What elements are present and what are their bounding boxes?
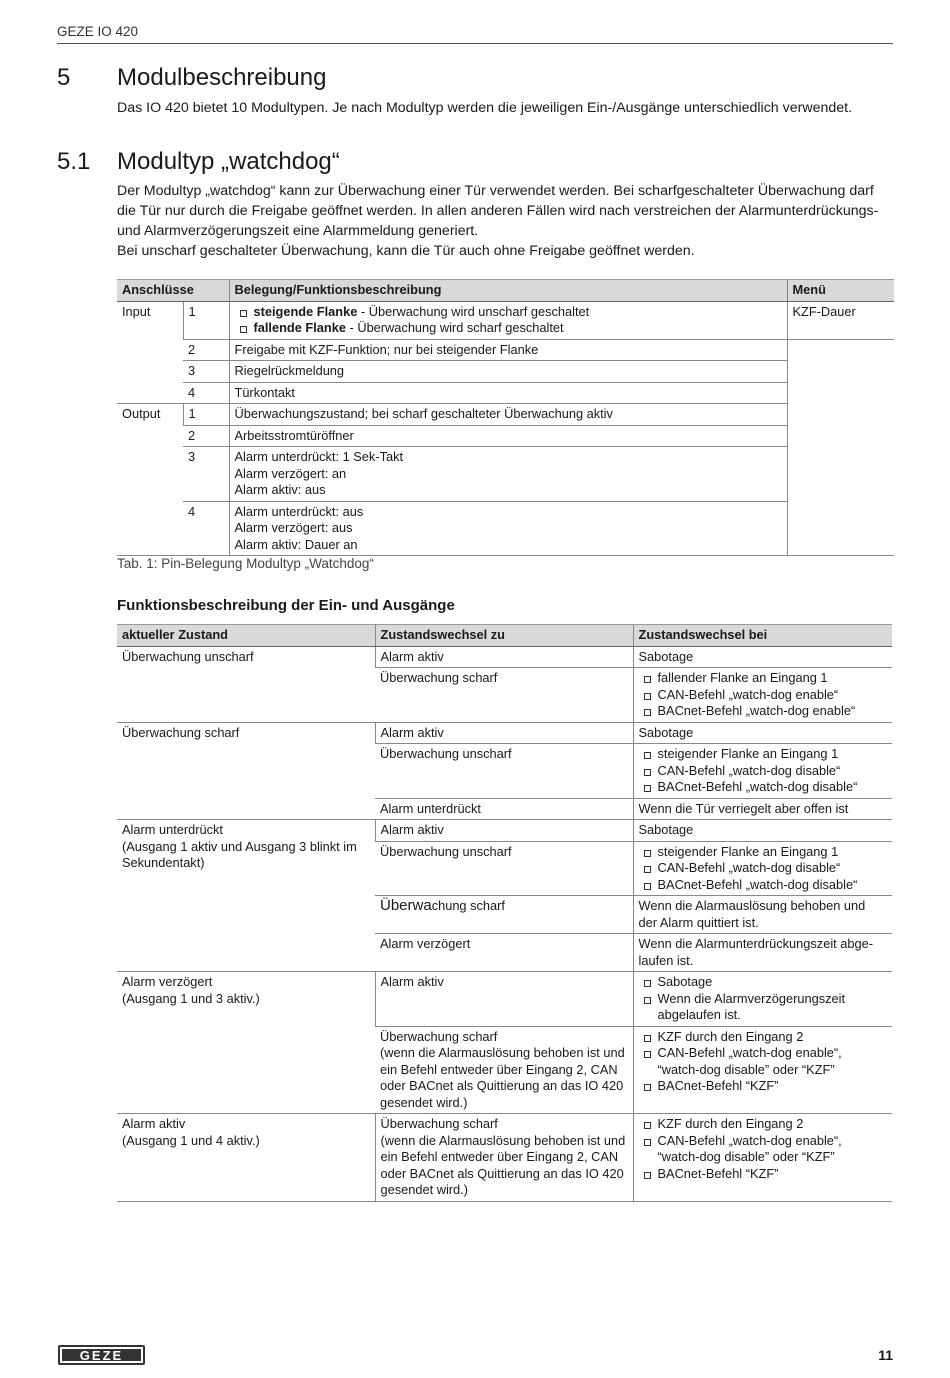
pin-function: Freigabe mit KZF-Funktion; nur bei steigender Flanke: [229, 339, 787, 361]
condition: [633, 668, 892, 723]
list-item: CAN-Befehl „watch-dog disable“: [639, 860, 888, 877]
target-state: Alarm verzögert: [375, 934, 633, 972]
target-state: Überwachung unscharf: [375, 841, 633, 896]
list-item: CAN-Befehl „watch-dog enable“, “watch-dog disable” oder “KZF”: [639, 1045, 888, 1078]
pin-function: Riegelrückmeldung: [229, 361, 787, 383]
output-label: Output: [117, 404, 183, 556]
pin-number: 3: [183, 447, 229, 502]
target-state: Überwachung scharf: [375, 668, 633, 723]
page-number: 11: [878, 1347, 893, 1363]
list-item: BACnet-Befehl “KZF”: [639, 1166, 888, 1183]
current-state: Alarm unterdrückt (Ausgang 1 aktiv und Ausgang 3 blinkt im Sekundentakt): [117, 820, 375, 972]
logo-plate: [62, 1349, 141, 1361]
current-state: Überwachung scharf: [117, 722, 375, 820]
list-item: fallender Flanke an Eingang 1: [639, 670, 888, 687]
pin-number: 4: [183, 501, 229, 556]
current-state: Alarm verzögert (Ausgang 1 und 3 aktiv.): [117, 972, 375, 1114]
condition: [633, 1114, 892, 1202]
list-item: KZF durch den Eingang 2: [639, 1029, 888, 1046]
pin-function: [229, 301, 787, 339]
condition: [633, 744, 892, 799]
column-header: Anschlüsse: [117, 280, 229, 302]
column-header: Belegung/Funktionsbeschreibung: [229, 280, 787, 302]
column-header: aktueller Zustand: [117, 625, 375, 647]
condition: Sabotage: [633, 646, 892, 668]
condition: [633, 972, 892, 1027]
pin-function: Alarm unterdrückt: 1 Sek-Takt Alarm verzögert: an Alarm aktiv: aus: [229, 447, 787, 502]
list-item: BACnet-Befehl “KZF”: [639, 1078, 888, 1095]
list-item: BACnet-Befehl „watch-dog disable“: [639, 779, 888, 796]
input-label: Input: [117, 301, 183, 404]
list-item: CAN-Befehl „watch-dog disable“: [639, 763, 888, 780]
subsection-number: 5.1: [57, 148, 91, 175]
condition: [633, 1026, 892, 1114]
target-state: Alarm unterdrückt: [375, 798, 633, 820]
description-paragraph: Der Modultyp „watchdog“ kann zur Überwachung einer Tür verwendet werden. Bei scharfgeschalteter Überwachung darf die Tür nur durch die Freigabe geöffnet werden. In allen anderen Fällen wird nach verstreichen der Alarmunterdrückungs- und Alarmverzögerungszeit eine Alarmmeldung generiert.: [117, 183, 879, 239]
condition: Wenn die Alarmauslösung behoben und der Alarm quittiert ist.: [633, 896, 892, 934]
target-state: Alarm aktiv: [375, 722, 633, 744]
pin-number: 3: [183, 361, 229, 383]
function-heading: Funktionsbeschreibung der Ein- und Ausgänge: [117, 597, 455, 614]
target-state: Alarm aktiv: [375, 820, 633, 842]
pin-function: Arbeitsstromtüröffner: [229, 425, 787, 447]
list-item: steigender Flanke an Eingang 1: [639, 746, 888, 763]
list-item: BACnet-Befehl „watch-dog disable“: [639, 877, 888, 894]
subsection-title: Modultyp „watchdog“: [117, 148, 340, 175]
target-state: Überwachung scharf: [375, 896, 633, 934]
target-state: Alarm aktiv: [375, 646, 633, 668]
geze-logo: [58, 1345, 145, 1365]
pin-function: Türkontakt: [229, 382, 787, 404]
target-state: Überwachung scharf (wenn die Alarmauslösung behoben ist und ein Befehl entweder über Eingang 2, CAN oder BACnet als Quittierung an das IO 420 gesendet wird.): [375, 1026, 633, 1114]
column-header: Zustandswechsel bei: [633, 625, 892, 647]
logo-text: GEZE: [79, 1347, 124, 1363]
list-item: CAN-Befehl „watch-dog enable“, “watch-dog disable” oder “KZF”: [639, 1133, 888, 1166]
target-state: Alarm aktiv: [375, 972, 633, 1027]
target-state: Überwachung scharf (wenn die Alarmauslösung behoben ist und ein Befehl entweder über Eingang 2, CAN oder BACnet als Quittierung an das IO 420 gesendet wird.): [375, 1114, 633, 1202]
pin-number: 1: [183, 404, 229, 426]
pin-number: 2: [183, 425, 229, 447]
condition: Sabotage: [633, 722, 892, 744]
list-item: fallende Flanke - Überwachung wird scharf geschaltet: [235, 320, 782, 337]
condition: [633, 841, 892, 896]
section-intro: Das IO 420 bietet 10 Modultypen. Je nach Modultyp werden die jeweiligen Ein-/Ausgänge unterschiedlich verwendet.: [117, 100, 853, 116]
pin-function: Alarm unterdrückt: aus Alarm verzögert: aus Alarm aktiv: Dauer an: [229, 501, 787, 556]
menu-empty: [787, 339, 894, 556]
list-item: KZF durch den Eingang 2: [639, 1116, 888, 1133]
state-transition-table: [117, 624, 892, 1202]
section-number: 5: [57, 64, 71, 91]
target-state: Überwachung unscharf: [375, 744, 633, 799]
pin-number: 2: [183, 339, 229, 361]
section-title: Modulbeschreibung: [117, 64, 327, 91]
column-header: Menü: [787, 280, 894, 302]
pin-function: Überwachungszustand; bei scharf geschalteter Überwachung aktiv: [229, 404, 787, 426]
pin-number: 1: [183, 301, 229, 339]
list-item: CAN-Befehl „watch-dog enable“: [639, 687, 888, 704]
description-paragraph: Bei unscharf geschalteter Überwachung, kann die Tür auch ohne Freigabe geöffnet werden.: [117, 243, 695, 259]
condition: Wenn die Alarmunterdrückungszeit abgelaufen ist.: [633, 934, 892, 972]
current-state: Alarm aktiv (Ausgang 1 und 4 aktiv.): [117, 1114, 375, 1202]
pin-number: 4: [183, 382, 229, 404]
condition: Wenn die Tür verriegelt aber offen ist: [633, 798, 892, 820]
condition: Sabotage: [633, 820, 892, 842]
menu-value: KZF-Dauer: [787, 301, 894, 339]
table-caption: Tab. 1: Pin-Belegung Modultyp „Watchdog“: [117, 556, 374, 571]
list-item: BACnet-Befehl „watch-dog enable“: [639, 703, 888, 720]
list-item: Wenn die Alarmverzögerungszeit abgelaufen ist.: [639, 991, 888, 1024]
column-header: Zustandswechsel zu: [375, 625, 633, 647]
pin-assignment-table: [117, 279, 894, 556]
list-item: steigende Flanke - Überwachung wird unscharf geschaltet: [235, 304, 782, 321]
subsection-description: [117, 181, 889, 261]
list-item: steigender Flanke an Eingang 1: [639, 844, 888, 861]
running-header: GEZE IO 420: [57, 24, 893, 44]
list-item: Sabotage: [639, 974, 888, 991]
current-state: Überwachung unscharf: [117, 646, 375, 722]
